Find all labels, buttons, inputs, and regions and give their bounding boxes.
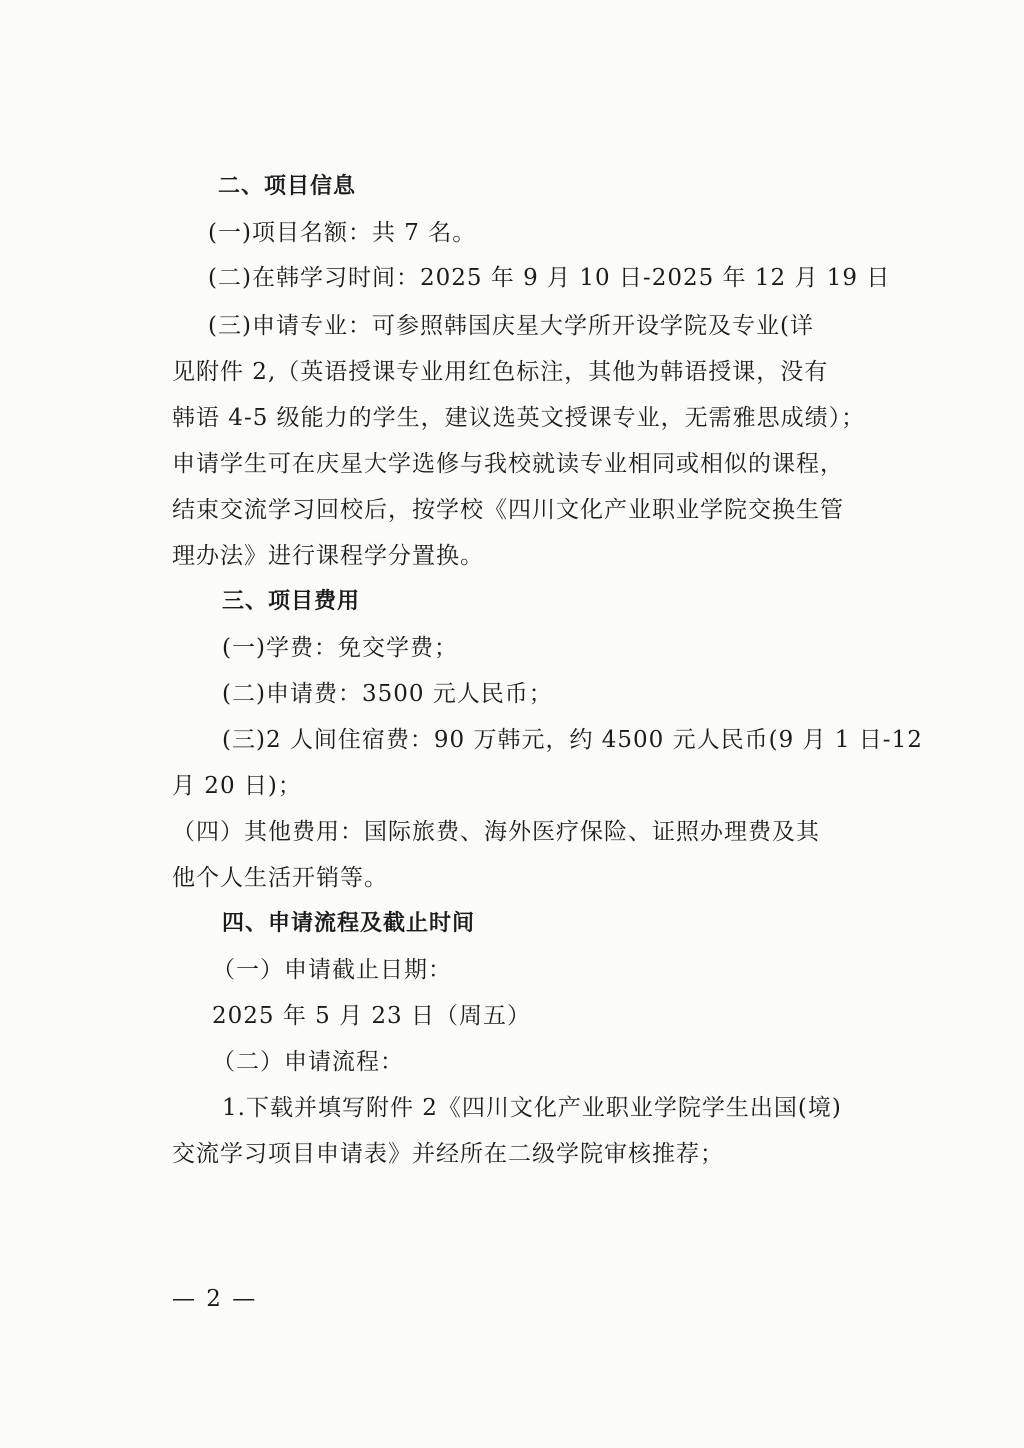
other-fees-line: 他个人生活开销等。 bbox=[172, 865, 388, 891]
section-heading-project-info: 二、项目信息 bbox=[218, 174, 357, 199]
page-number: — 2 — bbox=[172, 1286, 258, 1312]
process-label: （二）申请流程： bbox=[212, 1049, 404, 1075]
housing-fee-line: 月 20 日)； bbox=[172, 773, 302, 799]
majors-line: (三)申请专业：可参照韩国庆星大学所开设学院及专业(详 bbox=[208, 313, 814, 339]
step-1-line: 1.下载并填写附件 2《四川文化产业职业学院学生出国(境) bbox=[222, 1095, 842, 1121]
section-heading-process: 四、申请流程及截止时间 bbox=[222, 911, 476, 936]
project-quota: (一)项目名额：共 7 名。 bbox=[208, 220, 477, 246]
study-period: (二)在韩学习时间：2025 年 9 月 10 日-2025 年 12 月 19 日 bbox=[208, 265, 891, 291]
majors-line: 理办法》进行课程学分置换。 bbox=[172, 543, 484, 569]
majors-line: 韩语 4-5 级能力的学生，建议选英文授课专业，无需雅思成绩）； bbox=[172, 405, 866, 431]
deadline-label: （一）申请截止日期： bbox=[212, 957, 452, 983]
other-fees-line: （四）其他费用：国际旅费、海外医疗保险、证照办理费及其 bbox=[172, 819, 820, 845]
step-1-line: 交流学习项目申请表》并经所在二级学院审核推荐； bbox=[172, 1141, 724, 1167]
section-heading-fees: 三、项目费用 bbox=[222, 589, 361, 614]
majors-line: 见附件 2,（英语授课专业用红色标注，其他为韩语授课，没有 bbox=[172, 359, 829, 385]
majors-line: 申请学生可在庆星大学选修与我校就读专业相同或相似的课程， bbox=[172, 451, 844, 477]
majors-line: 结束交流学习回校后，按学校《四川文化产业职业学院交换生管 bbox=[172, 497, 844, 523]
tuition-fee: (一)学费：免交学费； bbox=[222, 635, 458, 661]
deadline-date: 2025 年 5 月 23 日（周五） bbox=[212, 1003, 531, 1029]
application-fee: (二)申请费：3500 元人民币； bbox=[222, 681, 553, 707]
housing-fee-line: (三)2 人间住宿费：90 万韩元，约 4500 元人民币(9 月 1 日-12 bbox=[222, 727, 923, 753]
